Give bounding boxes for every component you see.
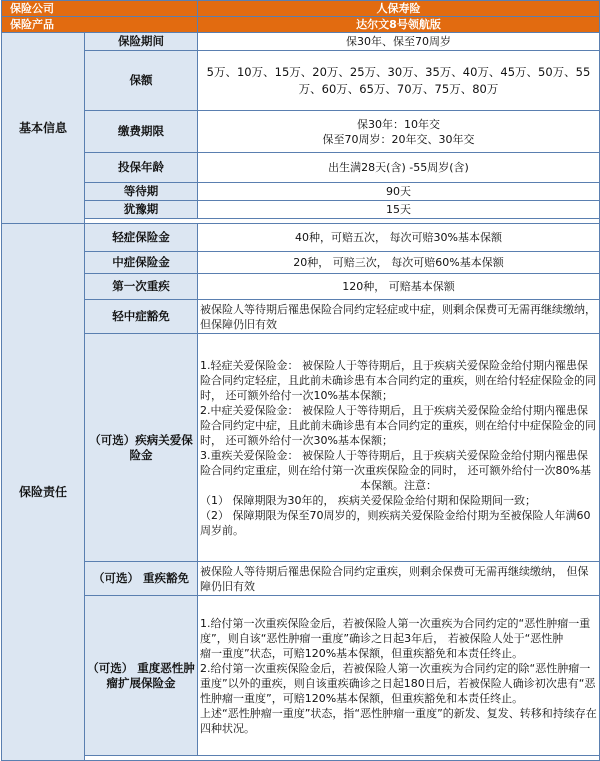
cancer-value [198,596,600,756]
cancer-paragraph-2: 瘤一重度”状态，可赔120%基本保额，但重疾豁免和本责任终止。 [200,646,524,660]
cancer-row [2,596,600,756]
waiver-ci-value: 被保险人等待期后罹患保险合同约定重疾，则剩余保费可无需再继续缴纳， 但保障仍旧有效 [198,562,600,596]
coverage-spacer-row [2,756,600,761]
moderate-label: 中症保险金 [85,252,198,274]
waiting-row [2,183,600,201]
moderate-value: 20种， 可赔三次， 每次可赔60%基本保额 [198,252,600,274]
mild-row [2,224,600,252]
payment-line-1: 保30年：10年交 [357,117,440,131]
period-label: 保险期间 [85,33,198,51]
product-label: 保险产品 [2,17,198,33]
care-paragraph-2: 2.中症关爱保险金： 被保险人于等待期后，且于疾病关爱保险金给付期内罹患保险合同约定中症，且此前未确诊患有本合同约定的重疾，则在给付中症保险金的同时， 还可额外给付一次30%基本保额； [200,403,596,447]
mild-value: 40种，可赔五次， 每次可赔30%基本保额 [198,224,600,252]
waiver-ci-label: （可选） 重疾豁免 [85,562,198,596]
payment-line-2: 保至70周岁：20年交、30年交 [322,132,475,146]
care-note-2: （2） 保障期限为保至70周岁的，则疾病关爱保险金给付期为至被保险人年满60周岁前。 [200,508,591,537]
company-label: 保险公司 [2,1,198,17]
waiver-mild-row [2,300,600,334]
amount-value: 5万、10万、15万、20万、25万、30万、35万、40万、45万、50万、55万、60万、65万、70万、75万、80万 [198,51,600,111]
period-value: 保30年、保至70周岁 [198,33,600,51]
first-ci-value: 120种， 可赔基本保额 [198,274,600,300]
care-label: （可选）疾病关爱保险金 [85,334,198,562]
care-note-1: （1） 保障期限为30年的， 疾病关爱保险金给付期和保险期间一致； [200,493,536,507]
care-paragraph-4: 本保额。注意： [360,478,437,492]
age-value: 出生满28天(含) -55周岁(含) [198,153,600,183]
care-value [198,334,600,562]
company-row [2,1,600,17]
cancer-paragraph-4: 上述“恶性肿瘤一重度”状态，指“恶性肿瘤一重度”的新发、复发、转移和持续存在四种状况。 [200,706,597,735]
first-ci-label: 第一次重疾 [85,274,198,300]
hesitation-row [2,201,600,219]
payment-label: 缴费期限 [85,111,198,153]
care-row [2,334,600,562]
moderate-row [2,252,600,274]
waiting-value: 90天 [198,183,600,201]
hesitation-label: 犹豫期 [85,201,198,219]
cancer-label: （可选） 重度恶性肿瘤扩展保险金 [85,596,198,756]
hesitation-value: 15天 [198,201,600,219]
age-label: 投保年龄 [85,153,198,183]
care-paragraph-3: 3.重疾关爱保险金： 被保险人于等待期后，且于疾病关爱保险金给付期内罹患保险合同约定重症，则在给付第一次重疾保险金的同时， 还可额外给付一次80%基 [200,448,591,477]
amount-label: 保额 [85,51,198,111]
coverage-spacer [85,756,600,761]
period-row [2,33,600,51]
waiting-label: 等待期 [85,183,198,201]
cancer-paragraph-3: 2.给付第一次重疾保险金后，若被保险人第一次重疾为合同约定的除“恶性肿瘤一重度”以外的重疾，则自该重疾确诊之日起180日后，若被保险人确诊初次患有“恶性肿瘤一重度”，可赔120%基本保额，但重疾豁免和本责任终止。 [200,661,596,705]
product-value: 达尔文8号领航版 [198,17,600,33]
mild-label: 轻症保险金 [85,224,198,252]
waiver-mild-value: 被保险人等待期后罹患保险合同约定轻症或中症，则剩余保费可无需再继续缴纳， 但保障仍旧有效 [198,300,600,334]
coverage-section: 保险责任 [2,224,85,761]
product-row [2,17,600,33]
care-paragraph-1: 1.轻症关爱保险金： 被保险人于等待期后，且于疾病关爱保险金给付期内罹患保险合同约定轻症，且此前未确诊患有本合同约定的重疾，则在给付轻症保险金的同时， 还可额外给付一次10%基本保额； [200,358,596,402]
age-row [2,153,600,183]
waiver-mild-label: 轻中症豁免 [85,300,198,334]
company-value: 人保寿险 [198,1,600,17]
payment-value [198,111,600,153]
basic-info-section: 基本信息 [2,33,85,224]
payment-row [2,111,600,153]
waiver-ci-row [2,562,600,596]
insurance-spec-table [1,0,600,761]
cancer-paragraph-1: 1.给付第一次重疾保险金后，若被保险人第一次重疾为合同约定的“恶性肿瘤一重度”，则自该“恶性肿瘤一重度”确诊之日起3年后， 若被保险人处于“恶性肿 [200,616,591,645]
amount-row [2,51,600,111]
first-ci-row [2,274,600,300]
